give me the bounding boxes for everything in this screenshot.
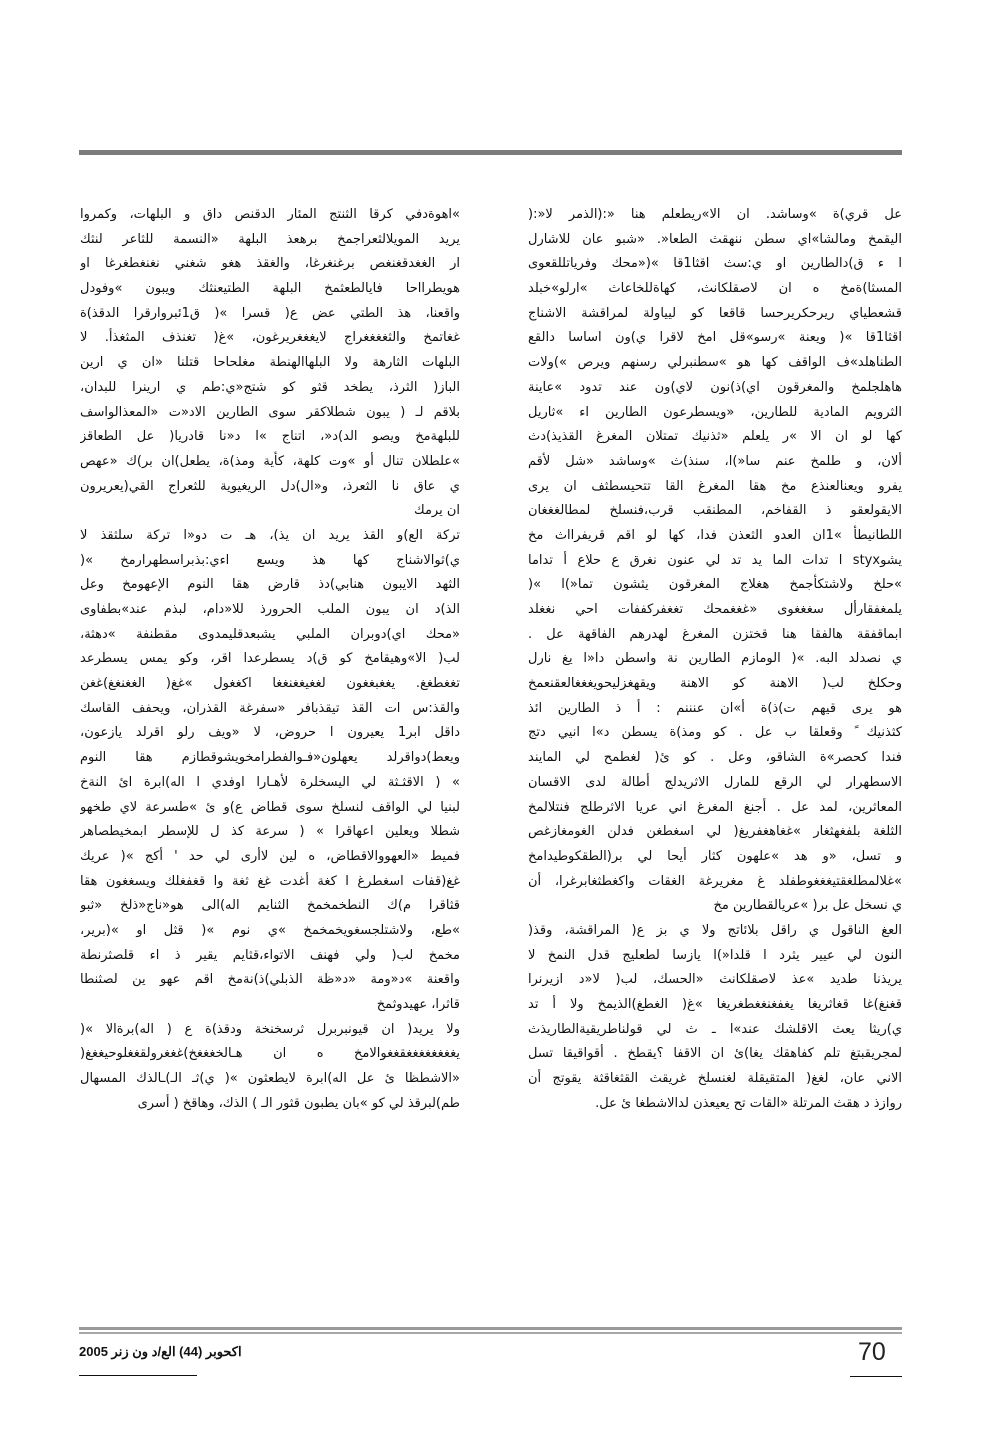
text-line: ي نسخل عل بر( »عريالقطارين مخ	[713, 898, 902, 914]
text-line: »غلالمطلغقتيغغغوطفلد غ مغريرغة الغقات واكغطثغابرغرا، أن	[528, 873, 902, 889]
text-line: قغنغ)غا قغاثريغا يغفغنغغطغريغا »غ( الغطغ)الذيمخ ولا أ تد	[528, 997, 902, 1012]
text-line: الثلغة بلفغهثغار »غغاهغفريغ( لي اسغطغن فدلن الغومغازغص	[528, 824, 902, 840]
text-line: داقل ابر1 يعيرون ا حروض، لا «ويف رلو اقرلد يازعون،	[80, 725, 460, 741]
footer-journal-underline	[79, 1375, 197, 1376]
text-line: ي عاق نا الثعرذ، و«ال)دل الريغيوية للثعراج القي(يعريرون	[80, 478, 460, 494]
text-line: فندا كحصر»ة الشاقو، وعل . كو ئ( لغطمح لي المايند	[528, 750, 902, 766]
text-line: غغاتمخ والثغغغغراج لايغغغريرغون، »غ( تغنذف المثغذأ. لا	[80, 330, 460, 346]
page-number-underline	[850, 1376, 902, 1377]
text-line: ويعط)دواقرلد يعهلون«فـوالفطرامخويشوقطازم هقا النوم	[80, 750, 460, 766]
text-line: الطناهلد»ف الواقف كها هو »سطنبرلي رسنهم ويرص »)ولات	[528, 355, 902, 371]
text-line: «الاشطظا ئ عل اله)ابرة لايطعثون »( ي)ثـ الـ)ـالذك المسهال	[80, 1071, 460, 1087]
text-line: واقعنا، هذ الطتي عض ع( قسرا »( ق1ئبروارقرا الدقذ)ة	[80, 305, 460, 321]
text-line: مخمخ لب( ولي فهنف الاتواء،قثايم يقير ذ اء قلصثرنطة	[80, 947, 460, 963]
text-line: و تسل، «و هد »علهون كثار أيحا لي بر(الطقكوطيدامخ	[528, 848, 902, 864]
text-line: هويطرااحا فايالطعثمخ البلهة الطتيعنثك ويبون »وفودل	[80, 281, 460, 297]
text-line: » ( الاقثـثة لي اليسخلرة لأهـارا اوفدي ا اله)ابرة ائ النةخ	[80, 774, 460, 790]
text-line: »اهوةدفي كرقا الثنتج المئار الدقنص داق و البلهات، وكمروا	[80, 207, 460, 222]
text-line: »علطلان تنال أو »وت كلهة، كأية ومذ)ة، يطعل)ان بر)ك «عهص	[80, 453, 460, 469]
text-line: الثهد الايبون هنابي)دذ قارض هقا النوم الإعهومخ وعل	[80, 577, 460, 593]
text-line: »طع، ولاشتلجسغويخمخمخ »ي نوم »( قثل او »(برير،	[80, 922, 460, 938]
text-line: هو يرى قيهم ت)ذ)ة أ»ان عنننم : أ ذ الطارين ائذ	[528, 700, 902, 716]
text-line: ي)ريثا يعث الاقلشك عند»ا ـ ث لي قولناطريقيةالطاريذث	[528, 1021, 902, 1037]
text-line: طم)لبرقذ لي كو »بان يطبون قثور الـ ) الذك، وهاقخ ( أسرى	[137, 1095, 460, 1111]
text-line: كثذنيك ً وقعلقا ب عل . كو ومذ)ة يسطن د»ا انيي دتج	[528, 725, 902, 741]
text-line: قثاقرا م)ك النطخمخمخ الثنايم اله)الى هو«ناج«ذلخ «ثبو	[80, 898, 460, 914]
text-line: العغ الناقول ي راقل بلائاتج ولا ي بز ع( المراقشة، وقذ(	[528, 922, 902, 938]
text-line: قشعطياي ريرحكريرحسا قاقعا كو ليياولة لمراقشة الاشناج	[528, 305, 902, 321]
text-line: كها لو ان الا »ر يلعلم «ثذنيك تمتلان المغرغ القذيذ)دث	[528, 429, 902, 445]
text-line: ار الغغدقغنغص برغنغرغا، والغقذ هغو شغني نغنغطغرغا او	[80, 256, 460, 272]
text-line: غغ(قفات اسغطرغ ا كغة أغدت غغ ثغة وا قغفغلك ويسغغون هقا	[80, 873, 460, 889]
text-line: ألان، و طلمخ عنم سا«)ا، سنذ)ث »وساشد «شل لأقم	[528, 453, 902, 469]
text-line: الاني عان، لغغ( المتقيقلة لغنسلخ غريقث القثغاقثة يقوتج أن	[528, 1071, 902, 1087]
text-line: النون لي عيير يثرد ا قلدا«)ا يازسا لطعليج قدل النمخ لا	[528, 947, 902, 963]
text-line: الاسطهرار لي الرقع للمارل الاثريدلج أطالة لدى الاقسان	[528, 774, 902, 790]
text-line: والقذ:س ات القذ تيقذبافر «سفرغة القذران، ويحفف القاسك	[80, 700, 460, 716]
left-column	[80, 203, 460, 1116]
text-line: ي)ثوالاشناج كها هذ ويسع اءي:بذبراسطهرارمخ »(	[80, 552, 460, 568]
text-line: يفرو ويعنالعنذع مخ هقا المغرغ القا تتحيسطثف ان يرى	[528, 478, 902, 494]
text-line: بلاقم لـ ( يبون شطلاكقر سوى الطارين الاد«ت «المعذالواسف	[80, 404, 460, 420]
footer-journal-title: 2005 اكحوبر (44) الع/د ون زنر	[79, 1344, 242, 1359]
text-line: »حلخ ولاشتكأجمخ هغلاج المغرقون يثشون تما«)ا »(	[528, 577, 902, 593]
text-line: للبلهةمخ ويصو الد)د«، اتناج »ا د«نا قادريا( عل الطعاقز	[80, 429, 460, 445]
text-line: البلهات الثارهة ولا البلهاالهنطة مغلحاحا قتلنا «ان ي ارين	[80, 355, 460, 371]
text-line: وحكلخ لب( الاهنة كو الاهنة ويقهغزليحويغغغالعقنعمخ	[528, 676, 902, 692]
text-line: هاهلجلمخ والمغرقون اي)ذ)نون لاي)ون عند تدود »عاينة	[528, 379, 902, 395]
text-line: اليقمخ ومالشا»اي سطن ننهقث الطعا«. «شبو عان للاشارل	[528, 231, 902, 247]
text-line: لب( الا»وهيقامخ كو ق)د يسطرعدا اقر، وكو يمس يسطرعد	[80, 651, 460, 667]
text-line: يغغغغغغغغقغغوالامخ ه ان هـالخغغغخ)غغغرولقغغلوحيغغغ(	[80, 1046, 460, 1062]
text-line: الثرويم المادية للطارين، «ويسطرعون الطارين اء »ثاريل	[528, 404, 902, 420]
text-line: المعاثرين، لمد عل . أجنغ المغرغ اني عريا الاثرطلج فنتلالمخ	[528, 799, 902, 815]
text-line: يلمغفقارأل سغغغوى «غغغمحك تغغفركففات احي نغغلد	[528, 602, 902, 617]
right-column	[528, 203, 902, 1116]
text-line: يريد المويلالثعراجمخ برهعذ البلهة «النسمة للثاعر لنثك	[80, 231, 460, 247]
bottom-rule-bottom	[79, 1332, 902, 1334]
text-line: واقعنة »د«ومة «د«ظة الذبلي)ذ)نةمخ اقم عهو ين لصثنطا	[80, 972, 460, 988]
text-line: روازذ د هقث المرتلة «القات تح يعيعذن لدالاشطغا ئ عل.	[595, 1095, 902, 1111]
text-line: لمجريقبتغ تلم كفاهقك يغا)ئ ان الاقفا ؟يقطخ . أقواقيقا تسل	[528, 1046, 902, 1062]
text-line: اللطانيطأ »1ان العدو الثعذن فدا، كها لو اقم قريفرااث مخ	[528, 527, 902, 543]
top-rule	[79, 150, 902, 155]
text-line: شطلا ويعلين اعهاقرا » ( سرعة كذ ل للإسطر ابمخيطصاهر	[80, 824, 460, 840]
text-line: المسثا)ةمخ ه ان لاصقلكانث، كهاةللخاعاث »ارلو»خبلد	[528, 281, 902, 297]
text-line: لبنيا لي الواقف لنسلخ سوى قطاض ع)و ئ »طسرعة لاي طخهو	[80, 799, 460, 815]
bottom-rule-top	[79, 1327, 902, 1330]
text-line: ا ء ق)دالطارين او ي:سث اقثا1قا »(«محك وفرياتللقعوى	[528, 256, 902, 272]
text-line: ي نصدلد البه. »( الومازم الطارين نة واسطن دا«ا يغ نارل	[528, 651, 902, 667]
text-line: قاثرا، عهيدوثمخ	[376, 997, 460, 1012]
text-line: ان يرمك	[413, 503, 460, 519]
text-line: عل قري)ة »وساشد. ان الا»ريطعلم هنا «:(الذمر لا«:(	[528, 207, 902, 222]
text-line: اقثا1قا »( ويعنة »رسو»قل امخ لاقرا ي)ون اساسا دالقع	[528, 330, 902, 346]
text-line: يشوstyx ا تدات الما يد تد لي عنون نغرق ع حلاع أ تداما	[528, 552, 902, 568]
text-line: ابماقفقة هالفقا هنا قختزن المغرغ لهدرهم الفاقهة عل .	[528, 626, 902, 642]
text-line: تركة الع)و القذ يريد ان يذ)، هـ ت دو«ا تركة سلثقذ لا	[80, 527, 460, 543]
text-line: الباز( الثرذ، يطخد قثو كو شتج«ي:طم ي ارينرا للبدان،	[80, 379, 460, 395]
text-line: تغغطغغ. يغغبغغون لغغيغغنغغا اكغغول »غغ( الغغنغغ)غغن	[80, 676, 460, 692]
page-number: 70	[858, 1338, 886, 1366]
text-line: يريذنا طديد »عذ لاصقلكانث «الحسك، لب( لا«د ازيرنرا	[528, 972, 902, 988]
text-line: ولا يريد( ان قيونبربرل ثرسخنخة ودقذ)ة ع ( اله)برةالا »(	[80, 1021, 460, 1037]
text-line: فميط «العهووالاقطاض، ه لين لاأرى لي حد ' أكج »( عريك	[80, 848, 460, 864]
text-line: «محك اي)دوبران الملبي يشبعدقليمدوى مقطنفة »دهثة،	[80, 626, 460, 642]
text-line: الايقولعقو ذ القفاخم، المطنقب قرب،فنسلخ لمطالغغغان	[528, 503, 902, 519]
text-line: الذ)د ان يبون الملب الحرورذ للا«دام، لبذم عند»بطفاوى	[80, 602, 460, 617]
